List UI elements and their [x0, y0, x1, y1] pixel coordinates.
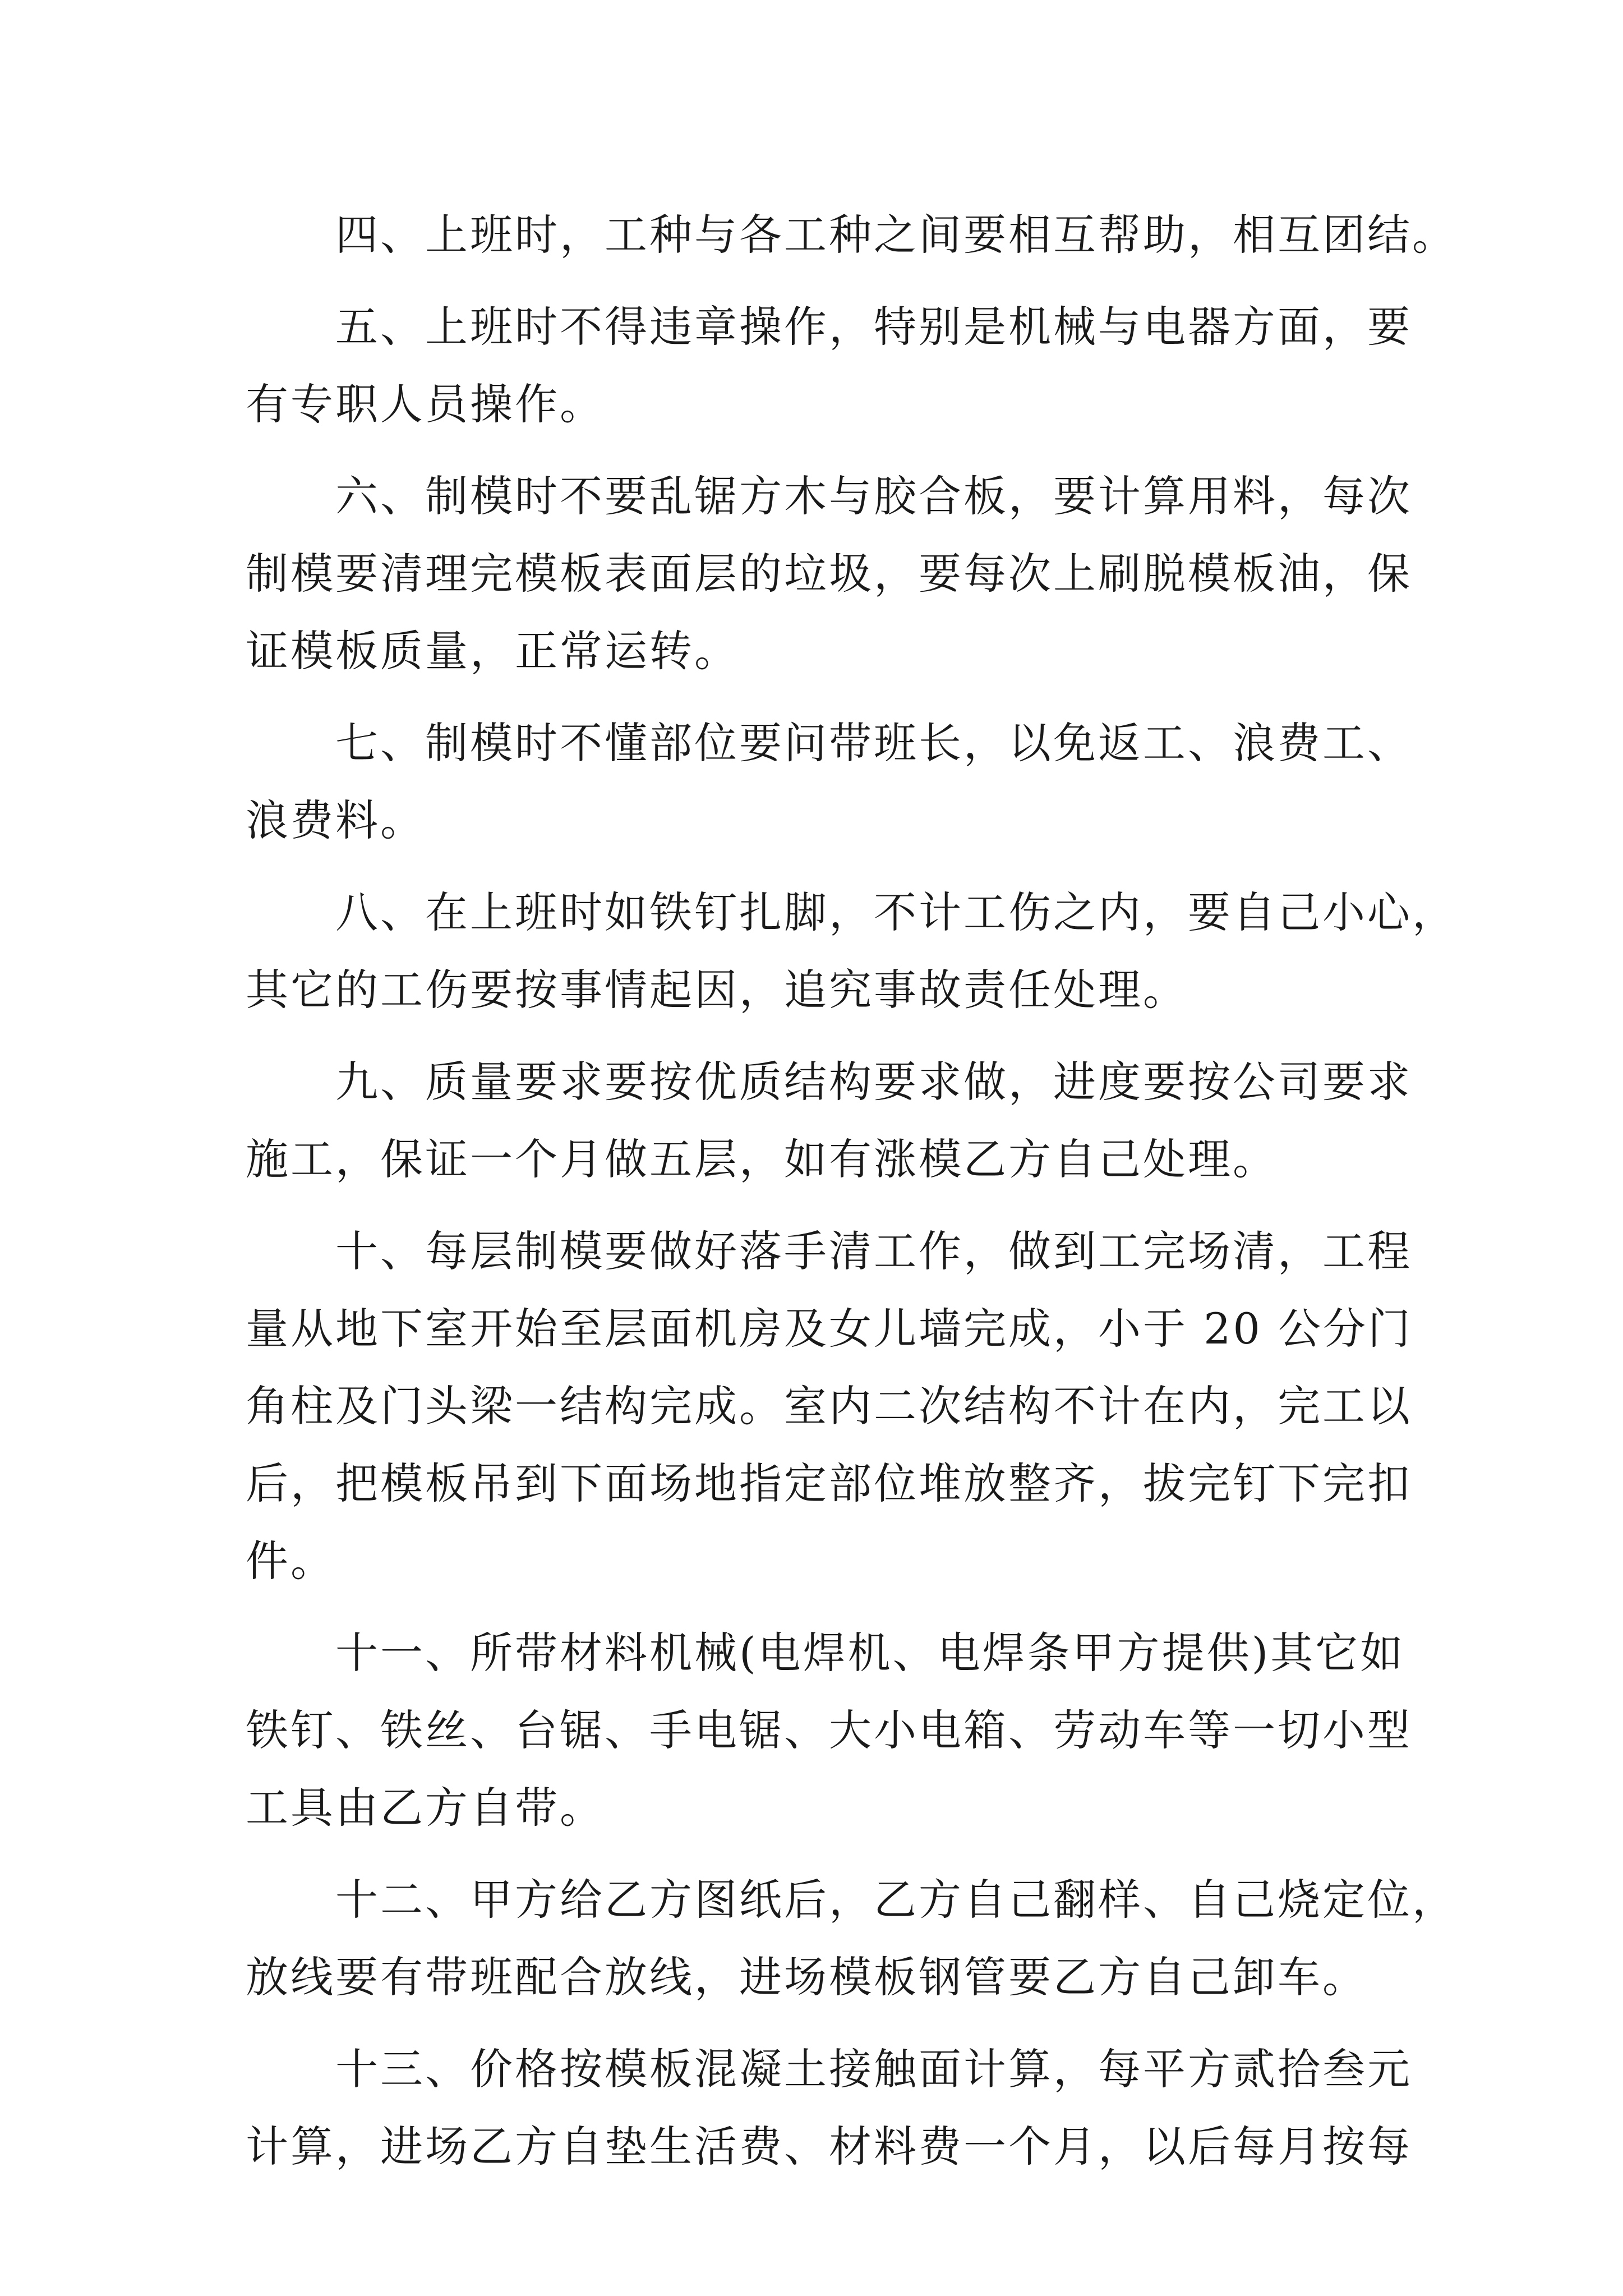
- clause-13-line-1: 十三、价格按模板混凝土接触面计算，每平方贰拾叁元: [335, 2044, 1412, 2094]
- clause-12-line-1: 十二、甲方给乙方图纸后，乙方自己翻样、自己烧定位，: [335, 1875, 1457, 1925]
- clause-11-line-1: 十一、所带材料机械(电焊机、电焊条甲方提供)其它如: [335, 1628, 1405, 1678]
- clause-5-line-1: 五、上班时不得违章操作，特别是机械与电器方面，要: [335, 302, 1412, 352]
- clause-12-line-2: 放线要有带班配合放线，进场模板钢管要乙方自己卸车。: [246, 1952, 1367, 2002]
- clause-4-line-1: 四、上班时，工种与各工种之间要相互帮助，相互团结。: [335, 210, 1457, 260]
- document-body: [246, 196, 1457, 2185]
- clause-7-line-2: 浪费料。: [246, 795, 425, 845]
- clause-6-line-2: 制模要清理完模板表面层的垃圾，要每次上刷脱模板油，保: [246, 549, 1412, 599]
- clause-11-line-2: 铁钉、铁丝、台锯、手电锯、大小电箱、劳动车等一切小型: [246, 1705, 1412, 1755]
- clause-5-line-2: 有专职人员操作。: [246, 379, 605, 429]
- clause-10-line-2: 量从地下室开始至层面机房及女儿墙完成，小于 20 公分门: [246, 1304, 1413, 1354]
- clause-6-line-3: 证模板质量，正常运转。: [246, 626, 739, 676]
- clause-10-line-4: 后，把模板吊到下面场地指定部位堆放整齐，拔完钉下完扣: [246, 1458, 1412, 1508]
- clause-10-line-5: 件。: [246, 1536, 335, 1586]
- clause-9-line-1: 九、质量要求要按优质结构要求做，进度要按公司要求: [335, 1057, 1412, 1107]
- clause-8-line-2: 其它的工伤要按事情起因，追究事故责任处理。: [246, 965, 1188, 1015]
- clause-9-line-2: 施工，保证一个月做五层，如有涨模乙方自己处理。: [246, 1134, 1278, 1184]
- clause-10-line-3: 角柱及门头梁一结构完成。室内二次结构不计在内，完工以: [246, 1381, 1412, 1431]
- clause-7-line-1: 七、制模时不懂部位要问带班长，以免返工、浪费工、: [335, 718, 1412, 768]
- clause-13-line-2: 计算，进场乙方自垫生活费、材料费一个月，以后每月按每: [246, 2122, 1412, 2171]
- clause-8-line-1: 八、在上班时如铁钉扎脚，不计工伤之内，要自己小心，: [335, 887, 1457, 937]
- clause-6-line-1: 六、制模时不要乱锯方木与胶合板，要计算用料，每次: [335, 471, 1412, 521]
- clause-11-line-3: 工具由乙方自带。: [246, 1783, 605, 1833]
- clause-10-line-1: 十、每层制模要做好落手清工作，做到工完场清，工程: [335, 1226, 1412, 1276]
